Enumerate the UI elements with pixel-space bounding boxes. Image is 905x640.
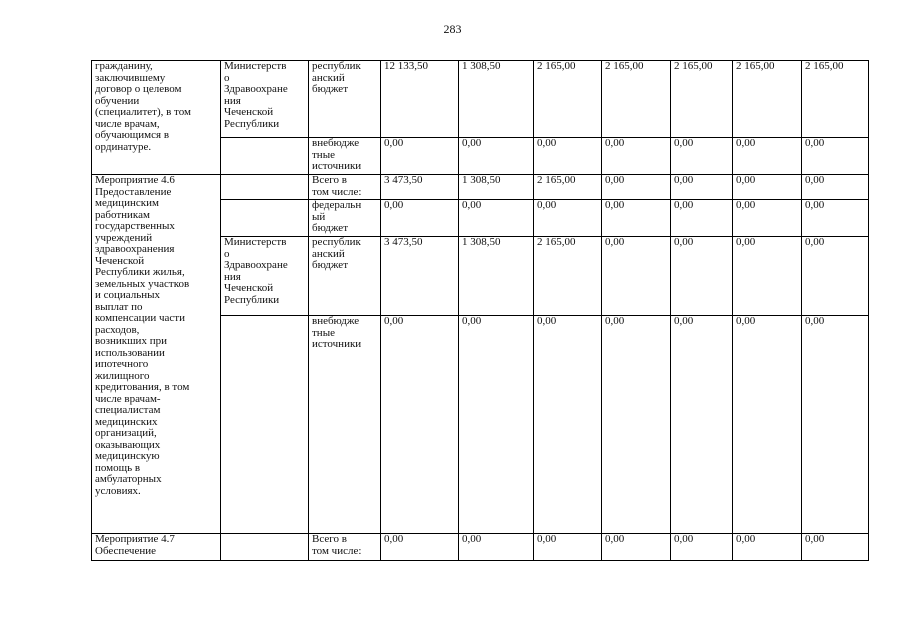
amount-cell: 0,00: [602, 175, 671, 200]
amount-cell: 0,00: [671, 316, 733, 534]
amount-cell: 0,00: [802, 200, 869, 237]
amount-cell: 0,00: [671, 534, 733, 561]
activity-description-cell: Мероприятие 4.6 Предоставление медицинским работникам государственных учреждений здравоохранения Чеченской Республики жилья, земельных участков и социальных выплат по компенсации части расходов, возникших при использовании ипотечного жилищного кредитования, в том числе врачам- специалистам медицинских организаций, оказывающих медицинскую помощь в амбулаторных условиях.: [92, 175, 221, 534]
funding-source-cell: республик анский бюджет: [309, 61, 381, 138]
amount-cell: 1 308,50: [459, 61, 534, 138]
activity-description-cell: гражданину, заключившему договор о целевом обучении (специалитет), в том числе врачам, обучающимся в ординатуре.: [92, 61, 221, 175]
amount-cell: 0,00: [534, 534, 602, 561]
amount-cell: 0,00: [671, 200, 733, 237]
amount-cell: 0,00: [733, 138, 802, 175]
amount-cell: 2 165,00: [534, 237, 602, 316]
funding-source-cell: внебюдже тные источники: [309, 138, 381, 175]
amount-cell: 3 473,50: [381, 237, 459, 316]
amount-cell: 12 133,50: [381, 61, 459, 138]
amount-cell: 2 165,00: [733, 61, 802, 138]
amount-cell: 2 165,00: [534, 175, 602, 200]
funding-source-cell: Всего в том числе:: [309, 175, 381, 200]
executor-cell: Министерств о Здравоохране ния Чеченской Республики: [221, 237, 309, 316]
amount-cell: 0,00: [534, 200, 602, 237]
amount-cell: 0,00: [534, 138, 602, 175]
amount-cell: 0,00: [733, 200, 802, 237]
executor-cell: [221, 534, 309, 561]
funding-source-cell: Всего в том числе:: [309, 534, 381, 561]
table-row: [92, 534, 869, 561]
budget-table-body: [92, 61, 869, 561]
amount-cell: 0,00: [802, 534, 869, 561]
amount-cell: 0,00: [459, 316, 534, 534]
amount-cell: 0,00: [459, 138, 534, 175]
funding-source-cell: федеральн ый бюджет: [309, 200, 381, 237]
amount-cell: 0,00: [381, 138, 459, 175]
amount-cell: 0,00: [602, 534, 671, 561]
amount-cell: 0,00: [802, 316, 869, 534]
amount-cell: 0,00: [733, 175, 802, 200]
funding-source-cell: внебюдже тные источники: [309, 316, 381, 534]
table-row: [92, 175, 869, 200]
amount-cell: 0,00: [602, 200, 671, 237]
amount-cell: 0,00: [602, 237, 671, 316]
amount-cell: 3 473,50: [381, 175, 459, 200]
amount-cell: 0,00: [671, 237, 733, 316]
table-row: [92, 61, 869, 138]
amount-cell: 0,00: [671, 175, 733, 200]
amount-cell: 0,00: [802, 138, 869, 175]
amount-cell: 1 308,50: [459, 237, 534, 316]
amount-cell: 0,00: [733, 316, 802, 534]
executor-cell: Министерств о Здравоохране ния Чеченской Республики: [221, 61, 309, 138]
amount-cell: 0,00: [534, 316, 602, 534]
amount-cell: 0,00: [381, 200, 459, 237]
amount-cell: 2 165,00: [802, 61, 869, 138]
amount-cell: 0,00: [381, 534, 459, 561]
activity-description-cell: Мероприятие 4.7 Обеспечение: [92, 534, 221, 561]
amount-cell: 0,00: [733, 534, 802, 561]
executor-cell: [221, 138, 309, 175]
amount-cell: 0,00: [602, 138, 671, 175]
funding-source-cell: республик анский бюджет: [309, 237, 381, 316]
executor-cell: [221, 200, 309, 237]
amount-cell: 0,00: [459, 200, 534, 237]
amount-cell: 0,00: [802, 237, 869, 316]
amount-cell: 0,00: [671, 138, 733, 175]
executor-cell: [221, 316, 309, 534]
amount-cell: 0,00: [733, 237, 802, 316]
amount-cell: 0,00: [381, 316, 459, 534]
amount-cell: 2 165,00: [534, 61, 602, 138]
amount-cell: 0,00: [459, 534, 534, 561]
amount-cell: 1 308,50: [459, 175, 534, 200]
executor-cell: [221, 175, 309, 200]
amount-cell: 2 165,00: [602, 61, 671, 138]
amount-cell: 0,00: [602, 316, 671, 534]
amount-cell: 2 165,00: [671, 61, 733, 138]
page-number: 283: [443, 22, 462, 36]
amount-cell: 0,00: [802, 175, 869, 200]
budget-table: [91, 60, 869, 561]
